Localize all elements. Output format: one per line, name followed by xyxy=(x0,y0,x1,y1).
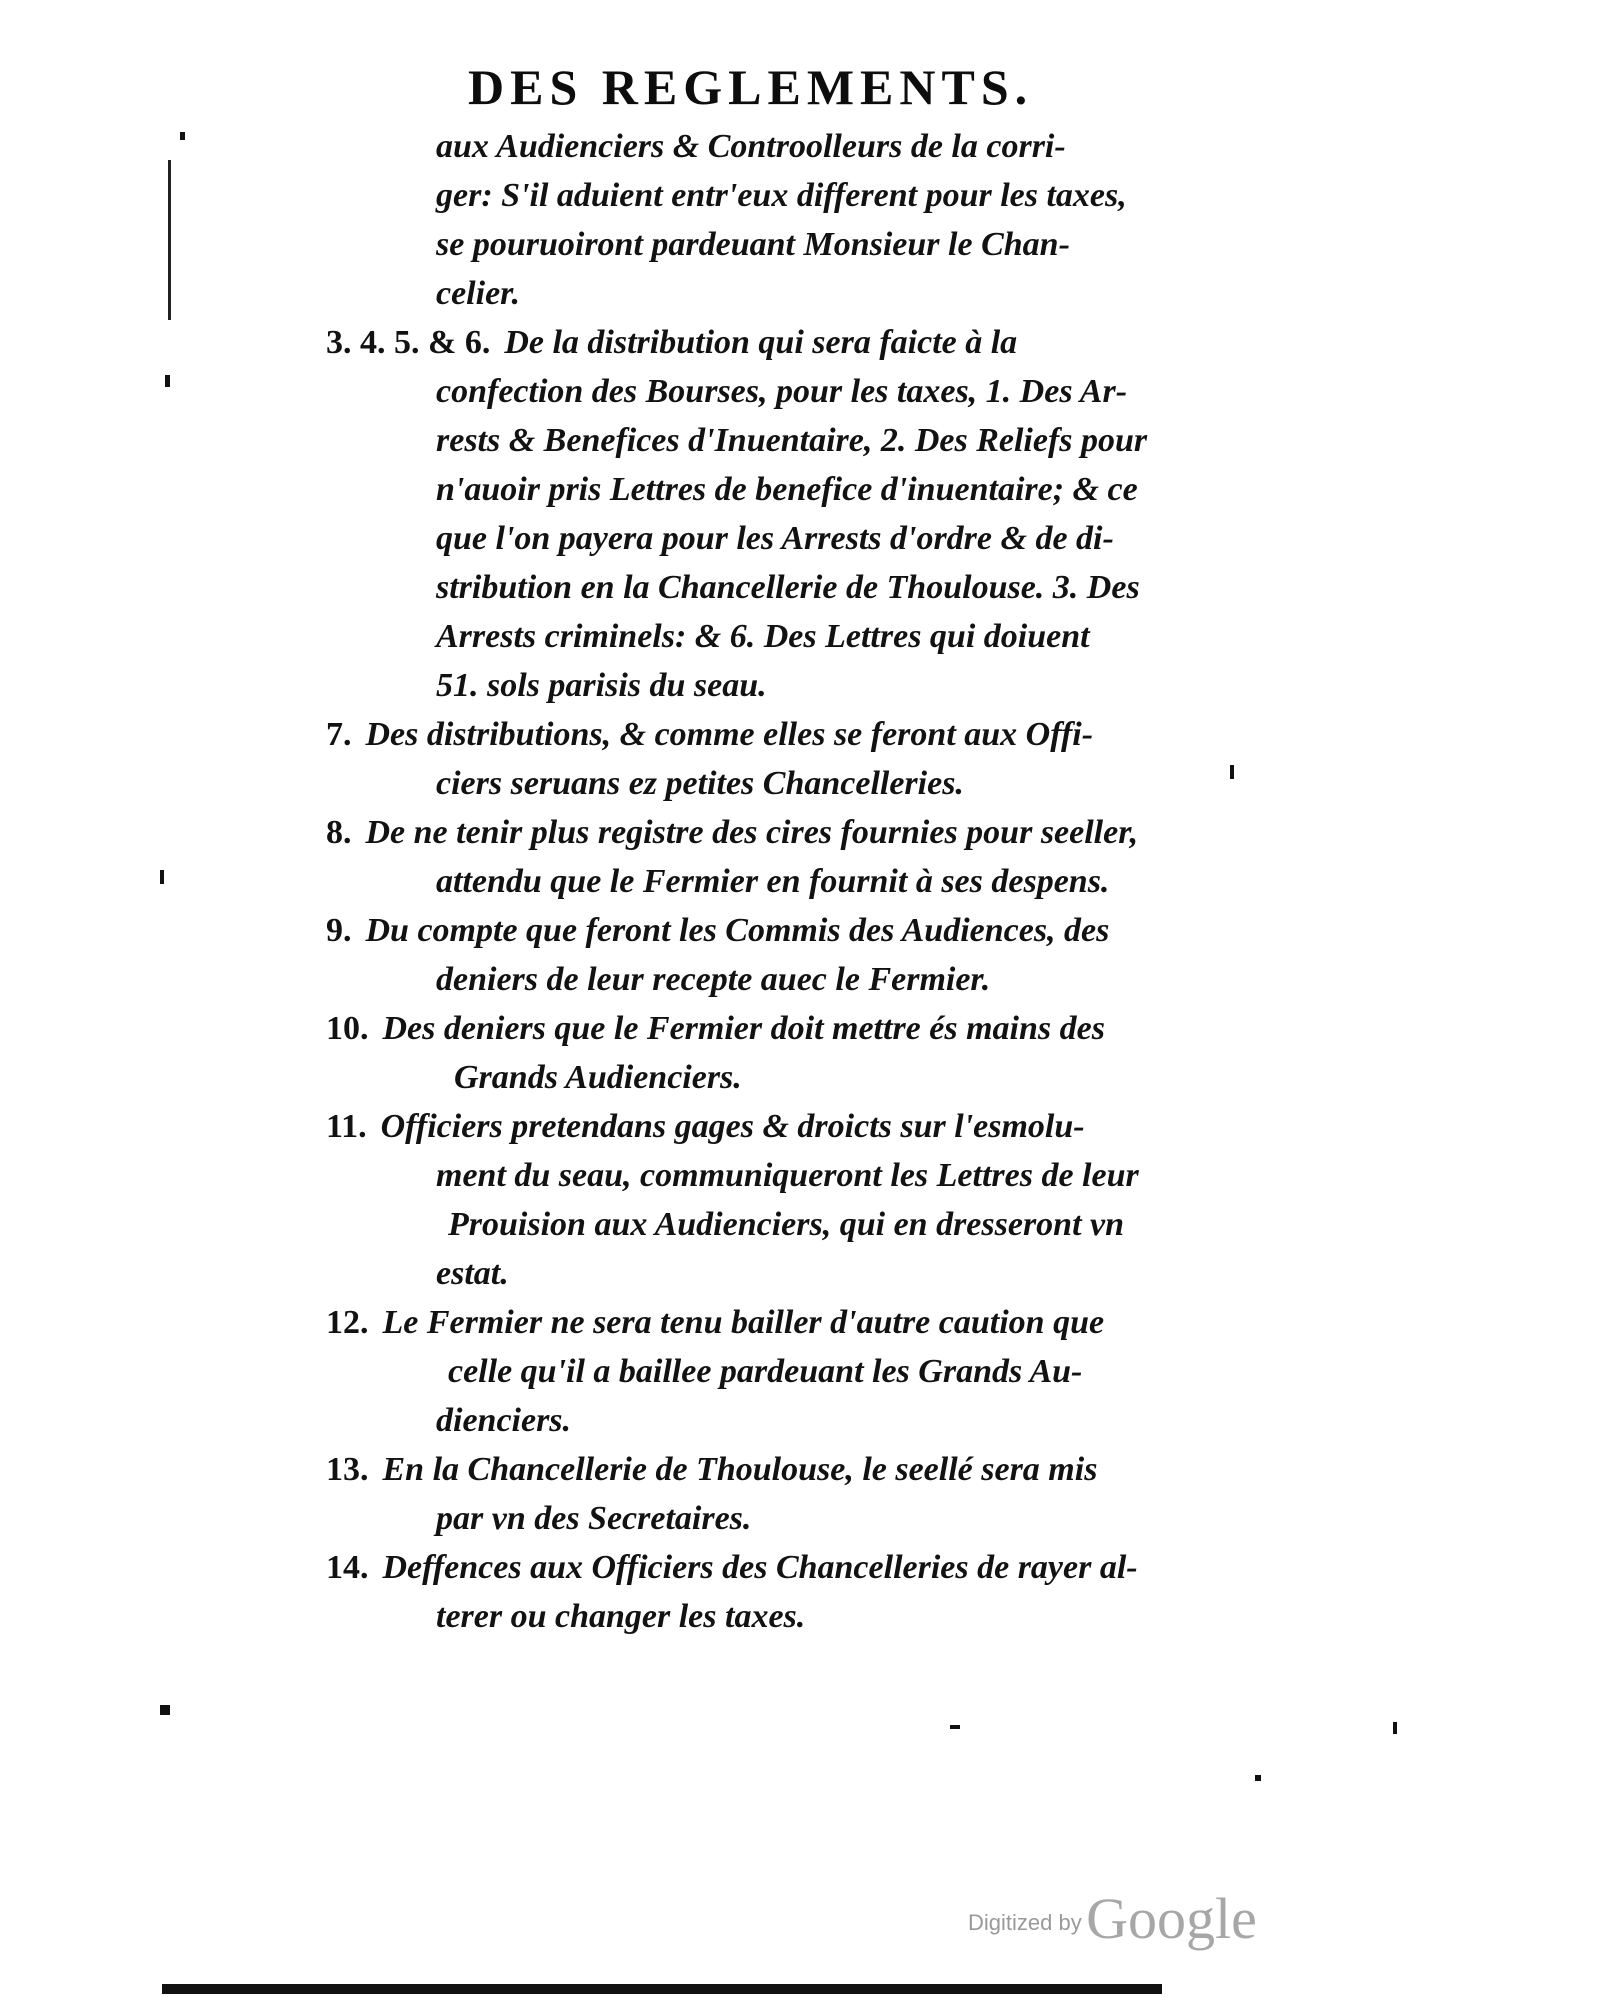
article-number: 9. xyxy=(326,912,352,949)
article-line-numbered xyxy=(326,710,1206,759)
digitized-watermark xyxy=(968,1885,1257,1952)
article-line xyxy=(326,514,1206,563)
article-text: De la distribution qui sera faicte à la xyxy=(504,324,1018,361)
article-text: se pouruoiront pardeuant Monsieur le Chan- xyxy=(436,226,1070,263)
article-text: celle qu'il a baillee pardeuant les Grands Au- xyxy=(448,1353,1083,1390)
margin-mark xyxy=(168,160,171,320)
article-line xyxy=(326,661,1206,710)
ink-speck xyxy=(160,870,164,884)
article-text: Officiers pretendans gages & droicts sur l'esmolu- xyxy=(380,1108,1085,1145)
digitized-by-text: Digitized by xyxy=(968,1910,1082,1935)
article-text: attendu que le Fermier en fournit à ses despens. xyxy=(436,863,1110,900)
article-text: Des deniers que le Fermier doit mettre és mains des xyxy=(382,1010,1105,1047)
article-line-numbered xyxy=(326,906,1206,955)
ink-speck xyxy=(1393,1722,1397,1734)
article-text: Arrests criminels: & 6. Des Lettres qui doiuent xyxy=(436,618,1090,655)
article-text: Du compte que feront les Commis des Audiences, des xyxy=(365,912,1110,949)
article-text: par vn des Secretaires. xyxy=(436,1500,752,1537)
article-line xyxy=(326,1347,1206,1396)
article-number: 8. xyxy=(326,814,352,851)
article-line-numbered xyxy=(326,1102,1206,1151)
article-text: estat. xyxy=(436,1255,509,1292)
ink-speck xyxy=(180,132,185,140)
google-logo: Google xyxy=(1086,1886,1257,1951)
article-text: celier. xyxy=(436,275,521,312)
article-text: terer ou changer les taxes. xyxy=(436,1598,806,1635)
article-text: rests & Benefices d'Inuentaire, 2. Des Reliefs pour xyxy=(436,422,1148,459)
article-number: 13. xyxy=(326,1451,369,1488)
article-number: 7. xyxy=(326,716,352,753)
article-line xyxy=(326,612,1206,661)
article-line xyxy=(326,857,1206,906)
article-text: Grands Audienciers. xyxy=(454,1059,742,1096)
article-text: Deffences aux Officiers des Chancelleries de rayer al- xyxy=(382,1549,1138,1586)
article-line xyxy=(326,1249,1206,1298)
article-text: Le Fermier ne sera tenu bailler d'autre caution que xyxy=(382,1304,1105,1341)
ink-speck xyxy=(160,1705,170,1715)
article-line xyxy=(326,122,1206,171)
article-line xyxy=(326,1396,1206,1445)
article-text: ciers seruans ez petites Chancelleries. xyxy=(436,765,964,802)
bottom-edge-rule xyxy=(162,1984,1162,1994)
article-line xyxy=(326,1592,1206,1641)
article-text: ment du seau, communiqueront les Lettres de leur xyxy=(436,1157,1139,1194)
article-number: 10. xyxy=(326,1010,369,1047)
article-line xyxy=(326,465,1206,514)
article-line-numbered xyxy=(326,1004,1206,1053)
article-line xyxy=(326,1200,1206,1249)
article-number: 12. xyxy=(326,1304,369,1341)
article-list xyxy=(326,122,1206,1641)
article-text: stribution en la Chancellerie de Thoulouse. 3. Des xyxy=(436,569,1140,606)
article-line xyxy=(326,955,1206,1004)
article-line xyxy=(326,759,1206,808)
article-text: Prouision aux Audienciers, qui en dresseront vn xyxy=(448,1206,1125,1243)
article-line xyxy=(326,563,1206,612)
article-number: 14. xyxy=(326,1549,369,1586)
article-line-numbered xyxy=(326,1445,1206,1494)
article-line xyxy=(326,220,1206,269)
article-text: n'auoir pris Lettres de benefice d'inuentaire; & ce xyxy=(436,471,1138,508)
article-text: dienciers. xyxy=(436,1402,572,1439)
article-line-numbered xyxy=(326,808,1206,857)
ink-speck xyxy=(1255,1775,1261,1781)
article-line xyxy=(326,171,1206,220)
article-line xyxy=(326,1494,1206,1543)
ink-speck xyxy=(950,1725,960,1729)
article-line-numbered xyxy=(326,1298,1206,1347)
article-text: confection des Bourses, pour les taxes, 1. Des Ar- xyxy=(436,373,1128,410)
article-line xyxy=(326,367,1206,416)
article-text: Des distributions, & comme elles se feront aux Offi- xyxy=(365,716,1094,753)
running-title: DES REGLEMENTS. xyxy=(468,59,1034,115)
article-number: 11. xyxy=(326,1108,367,1145)
article-text: En la Chancellerie de Thoulouse, le seellé sera mis xyxy=(382,1451,1098,1488)
article-number: 3. 4. 5. & 6. xyxy=(326,324,491,361)
article-line-numbered xyxy=(326,318,1206,367)
article-text: De ne tenir plus registre des cires fournies pour seeller, xyxy=(365,814,1139,851)
article-line-numbered xyxy=(326,1543,1206,1592)
article-text: aux Audienciers & Controolleurs de la corri- xyxy=(436,128,1066,165)
article-text: deniers de leur recepte auec le Fermier. xyxy=(436,961,991,998)
article-text: que l'on payera pour les Arrests d'ordre & de di- xyxy=(436,520,1114,557)
article-line xyxy=(326,269,1206,318)
article-text: 51. sols parisis du seau. xyxy=(436,667,767,704)
article-line xyxy=(326,1053,1206,1102)
ink-speck xyxy=(1230,765,1234,779)
article-line xyxy=(326,1151,1206,1200)
article-line xyxy=(326,416,1206,465)
article-text: ger: S'il aduient entr'eux different pour les taxes, xyxy=(436,177,1127,214)
ink-speck xyxy=(165,375,170,387)
